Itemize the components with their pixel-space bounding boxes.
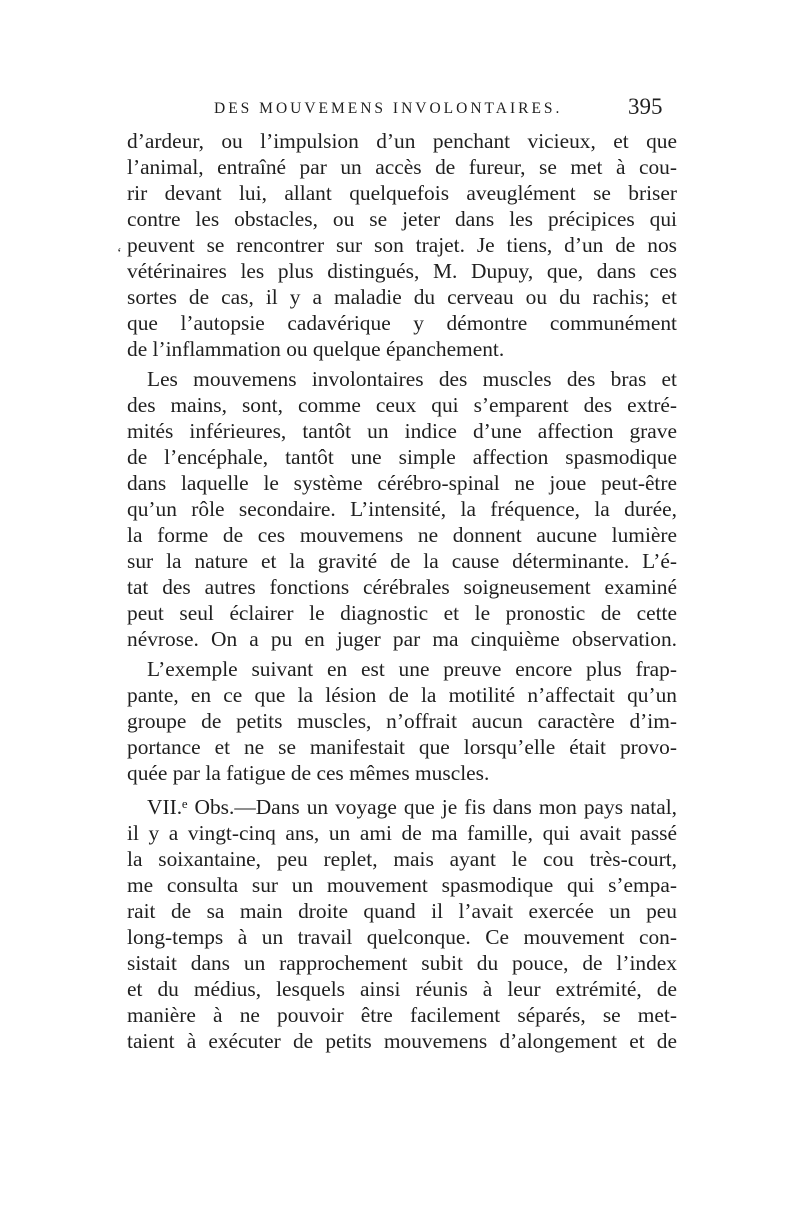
text-line: manière à ne pouvoir être facilement séparés, se met- [127, 1003, 677, 1027]
text-line: groupe de petits muscles, n’offrait aucun caractère d’im- [127, 709, 677, 733]
text-line: qu’un rôle secondaire. L’intensité, la fréquence, la durée, [127, 497, 677, 521]
paragraph-start-line: Les mouvemens involontaires des muscles des bras et [147, 367, 677, 391]
text-line: sortes de cas, il y a maladie du cerveau ou du rachis; et [127, 285, 677, 309]
text-line: taient à exécuter de petits mouvemens d’alongement et de [127, 1029, 677, 1053]
text-line: des mains, sont, comme ceux qui s’emparent des extré- [127, 393, 677, 417]
text-line: l’animal, entraîné par un accès de fureur, se met à cou- [127, 155, 677, 179]
text-line: tat des autres fonctions cérébrales soigneusement examiné [127, 575, 677, 599]
page-number: 395 [628, 94, 663, 119]
text-line: long-temps à un travail quelconque. Ce mouvement con- [127, 925, 677, 949]
text-line: et du médius, lesquels ainsi réunis à leur extrémité, de [127, 977, 677, 1001]
stray-ink-mark: ‘ [117, 246, 122, 261]
text-line: de l’inflammation ou quelque épanchement. [127, 337, 505, 361]
text-line: que l’autopsie cadavérique y démontre communément [127, 311, 677, 335]
observation-heading-line: VII.ᵉ Obs.—Dans un voyage que je fis dans mon pays natal, [147, 795, 677, 819]
text-line: contre les obstacles, ou se jeter dans les précipices qui [127, 207, 677, 231]
text-line: rir devant lui, allant quelquefois aveuglément se briser [127, 181, 677, 205]
text-line: il y a vingt-cinq ans, un ami de ma famille, qui avait passé [127, 821, 677, 845]
text-line: la soixantaine, peu replet, mais ayant le cou très-court, [127, 847, 677, 871]
text-line: peuvent se rencontrer sur son trajet. Je tiens, d’un de nos [127, 233, 677, 257]
text-line: quée par la fatigue de ces mêmes muscles. [127, 761, 490, 785]
text-line: mités inférieures, tantôt un indice d’une affection grave [127, 419, 677, 443]
text-line: me consulta sur un mouvement spasmodique qui s’empa- [127, 873, 677, 897]
text-line: d’ardeur, ou l’impulsion d’un penchant vicieux, et que [127, 129, 677, 153]
text-line: peut seul éclairer le diagnostic et le pronostic de cette [127, 601, 677, 625]
text-line: dans laquelle le système cérébro-spinal ne joue peut-être [127, 471, 677, 495]
text-line: la forme de ces mouvemens ne donnent aucune lumière [127, 523, 677, 547]
running-title: DES MOUVEMENS INVOLONTAIRES. [214, 100, 563, 117]
text-line: névrose. On a pu en juger par ma cinquième observation. [127, 627, 677, 651]
paragraph-start-line: L’exemple suivant en est une preuve encore plus frap- [147, 657, 677, 681]
text-line: vétérinaires les plus distingués, M. Dupuy, que, dans ces [127, 259, 677, 283]
text-line: de l’encéphale, tantôt une simple affection spasmodique [127, 445, 677, 469]
text-line: sur la nature et la gravité de la cause déterminante. L’é- [127, 549, 677, 573]
text-line: sistait dans un rapprochement subit du pouce, de l’index [127, 951, 677, 975]
text-line: pante, en ce que la lésion de la motilité n’affectait qu’un [127, 683, 677, 707]
text-line: portance et ne se manifestait que lorsqu’elle était provo- [127, 735, 677, 759]
text-line: rait de sa main droite quand il l’avait exercée un peu [127, 899, 677, 923]
